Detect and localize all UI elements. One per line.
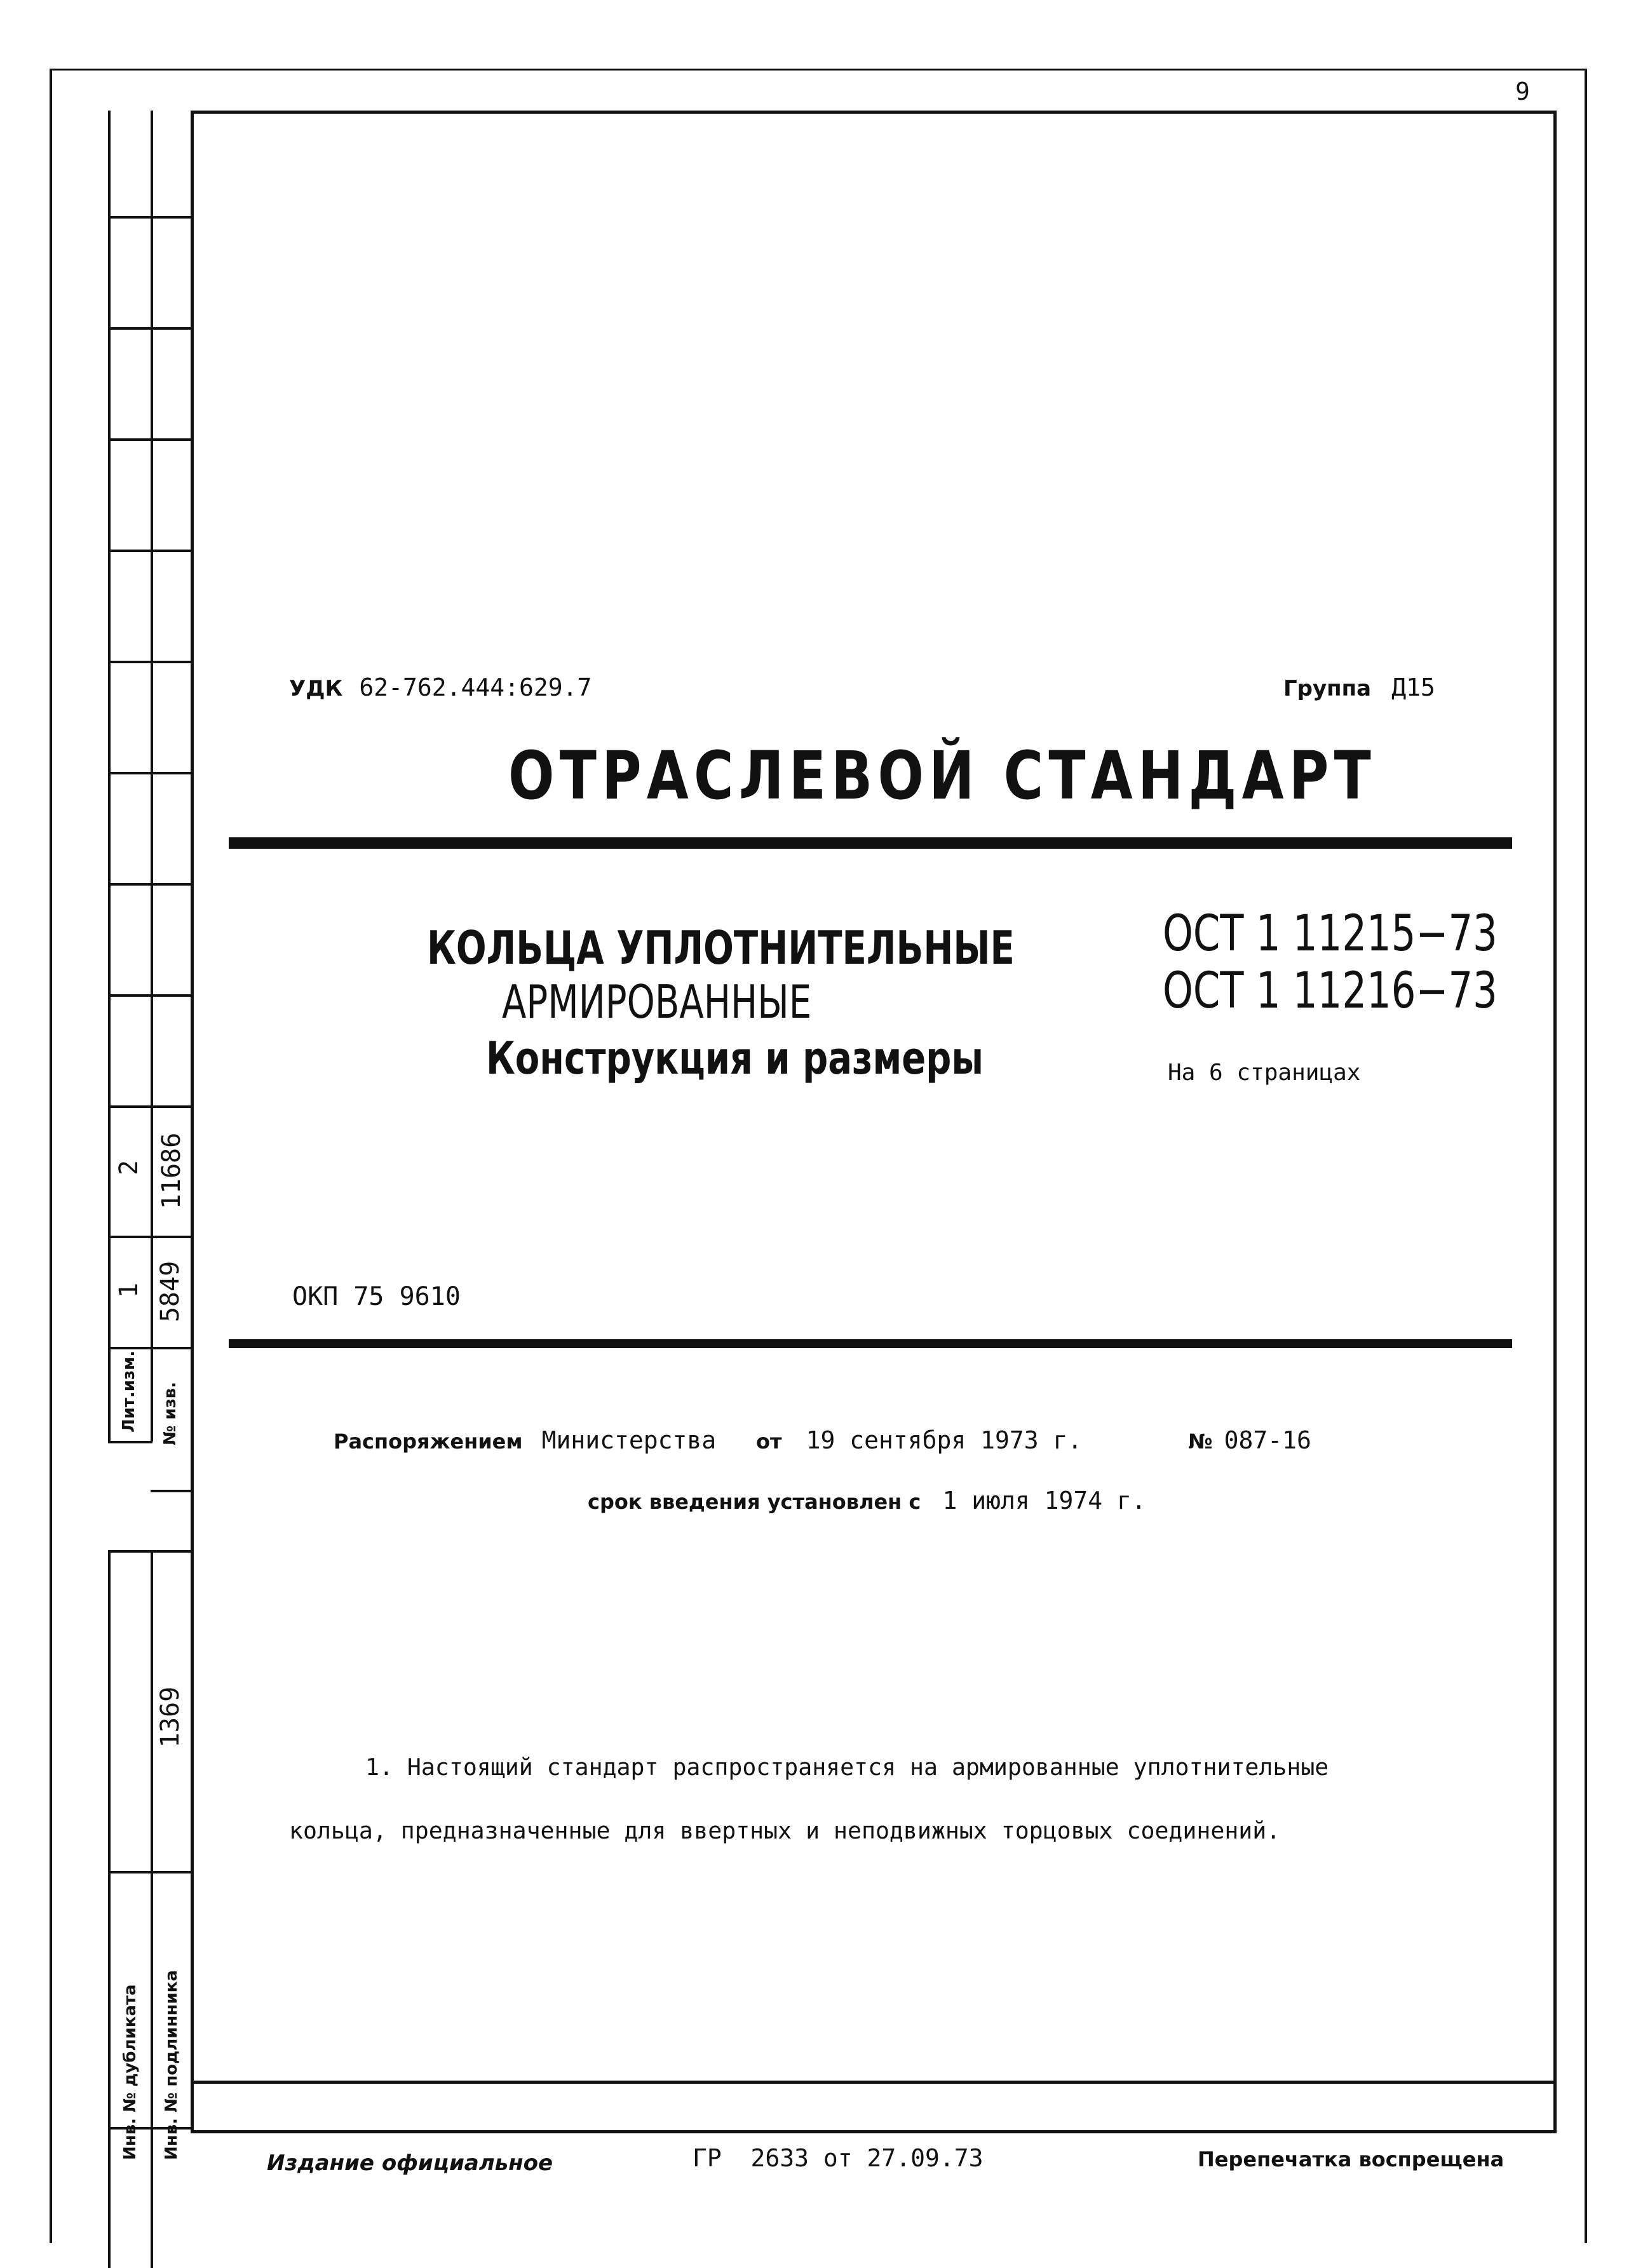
effective-label: срок введения установлен с: [588, 1490, 921, 1514]
group-line: [1283, 673, 1435, 701]
order-date: 19 сентября 1973 г.: [806, 1426, 1083, 1454]
udk-label: УДК: [289, 676, 343, 701]
order-line: [334, 1426, 716, 1454]
strip-divider: [108, 661, 191, 663]
order-number-line: [1188, 1426, 1311, 1454]
udk-line: [289, 673, 592, 701]
strip-divider: [108, 1105, 191, 1108]
notice-label: № изв.: [161, 1382, 180, 1445]
effective-date: 1 июля 1974 г.: [942, 1487, 1146, 1515]
order-label: Распоряжением: [334, 1429, 523, 1454]
effective-line: [588, 1487, 1146, 1515]
registration-info: ГР 2633 от 27.09.73: [693, 2144, 984, 2172]
page-count: На 6 страницах: [1168, 1060, 1361, 1086]
edition-label: Издание официальное: [267, 2150, 553, 2176]
subject-line-2: АРМИРОВАННЫЕ: [502, 975, 812, 1029]
okp-code: ОКП 75 9610: [292, 1282, 461, 1311]
inv-original-label: Инв. № подлинника: [162, 1970, 181, 2160]
strip-divider: [108, 327, 191, 330]
footer-rule: [191, 2081, 1553, 2084]
udk-value: 62-762.444:629.7: [359, 673, 592, 701]
change-number-1: 1: [114, 1282, 144, 1299]
subject-line-3: Конструкция и размеры: [486, 1032, 984, 1084]
subject-line-1: КОЛЬЦА УПЛОТНИТЕЛЬНЫЕ: [427, 921, 1015, 975]
inv-original-number: 1369: [156, 1686, 185, 1748]
strip-divider: [108, 216, 191, 219]
order-date-line: [756, 1426, 1082, 1454]
notice-number-1: 5849: [156, 1260, 185, 1323]
strip-divider: [108, 438, 191, 441]
strip-divider: [108, 1441, 152, 1443]
body-paragraph-line-1: 1. Настоящий стандарт распространяется на армированные уплотнительные: [365, 1753, 1329, 1781]
inv-duplicate-label: Инв. № дубликата: [121, 1984, 140, 2160]
body-paragraph-line-2: кольца, предназначенные для ввертных и неподвижных торцовых соединений.: [289, 1817, 1281, 1844]
document-title: ОТРАСЛЕВОЙ СТАНДАРТ: [508, 737, 1376, 814]
title-rule: [229, 837, 1512, 849]
strip-mid-line-lower: [151, 1550, 153, 2268]
lit-change-label: Лит.изм.: [119, 1350, 139, 1433]
strip-divider: [108, 772, 191, 774]
standard-code-1: ОСТ 1 11215−73: [1163, 905, 1498, 962]
standard-code-2: ОСТ 1 11216−73: [1163, 962, 1498, 1020]
strip-divider: [108, 1871, 191, 1873]
middle-rule: [229, 1339, 1512, 1348]
strip-divider: [151, 1490, 191, 1492]
strip-divider: [108, 883, 191, 886]
strip-divider: [108, 1347, 191, 1349]
change-number-2: 2: [114, 1159, 144, 1176]
page-number: 9: [1515, 78, 1530, 105]
strip-divider: [108, 1236, 191, 1238]
order-ministry: Министерства: [541, 1426, 717, 1454]
strip-divider: [108, 550, 191, 552]
order-number-label: №: [1188, 1429, 1213, 1454]
order-number: 087-16: [1224, 1426, 1311, 1454]
strip-left-line-lower: [108, 1550, 111, 2268]
reprint-notice: Перепечатка воспрещена: [1198, 2147, 1504, 2171]
order-from-label: от: [756, 1429, 782, 1454]
strip-divider: [108, 1550, 191, 1553]
group-label: Группа: [1283, 676, 1372, 701]
notice-number-2: 11686: [157, 1132, 186, 1210]
strip-left-line: [108, 111, 111, 1441]
strip-divider: [108, 994, 191, 997]
strip-mid-line: [151, 111, 153, 1441]
group-value: Д15: [1391, 673, 1435, 701]
